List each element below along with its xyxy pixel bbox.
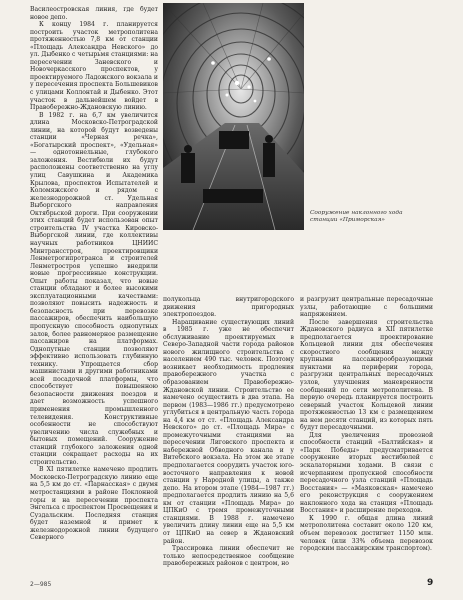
- text-column-3: [300, 296, 433, 574]
- paragraph: К 1990 г. общая длина линий метрополитена составит около 120 км, объем перевозок достигнет 1150 млн. человек (или 33% объема перевозок городским пассажирским транспортом).: [300, 514, 433, 553]
- paragraph: и разгрузит центральные пересадочные узлы, работающие с большими напряжением.: [300, 296, 433, 319]
- paragraph: Трассировка линии обеспечит не только непосредственное сообщение правобережных районов с центром, но: [163, 545, 294, 568]
- tunnel-construction-image: [163, 3, 304, 230]
- paragraph: Василеостровская линия, где будет новое депо.: [30, 6, 158, 21]
- paragraph: полукольца внутригородского движения пригородных электропоездов.: [163, 296, 294, 319]
- paragraph: К концу 1984 г. планируется построить участок метрополитена протяженностью 7,8 км от станции «Площадь Александра Невского» до ул. Дыбенко с четырьмя станциями: на пересечении Заневского и Новочеркасского проспектов, у проектируемого Ладожского вокзала и у пересечения проспекта Большевиков с улицами Коллонтай и Дыбенко. Этот участок в дальнейшем войдет в Правобережно-Ждановскую линию.: [30, 21, 158, 112]
- paragraph: Наращивание существующих линий в 1985 г. уже не обеспечит обслуживание проектируемых в Северо-Западной части города районов нового жилищного строительства с населением 490 тыс. человек. Поэтому возникает необходимость продления правобережного участка с образованием Правобережно-Ждановской линии. Строительство ее намечено осуществить в два этапа. На первом (1983—1986 гг.) предусмотрено углубиться в центральную часть города на 4,4 км от ст. «Площадь Александра Невского» до ст. «Площадь Мира» с промежуточными станциями на пересечении Лиговского проспекта и набережной Обводного канала и у Витебского вокзала. На этом же этапе предполагается соорудить участок юго-восточного направления к новой станции у Народной улицы, а также депо. На втором этапе (1984—1987 гг.) предполагается продлить линию на 5,6 км от станции «Площадь Мира» до ЦПКиО с тремя промежуточными станциями. В 1988 г. намечено увеличить длину линии еще на 5,5 км от ЦПКиО на север в Ждановский район.: [163, 318, 294, 545]
- text-column-2: [163, 296, 294, 574]
- text-column-1: [30, 6, 158, 576]
- paragraph: После завершения строительства Ждановского радиуса в XII пятилетке предполагается проектирование Кольцевой линии для обеспечения скоростного сообщения между крупными пассажирообразующими пунктами на периферии города, разгрузки центральных пересадочных узлов, улучшения маневренности сообщений по сети метрополитена. В первую очередь планируется построить северный участок Кольцевой линии протяженностью 13 км с размещением на нем десяти станций, из которых пять будут пересадочными.: [300, 318, 433, 432]
- page-number: 9: [427, 578, 434, 588]
- paragraph: Для увеличения провозной способности станций «Балтийская» и «Парк Победы» предусматривается сооружение вторых вестибюлей с эскалаторными ходами. В связи с исчерпанием пропускной способности пересадочного узла станций «Площадь Восстания» — «Маяковская» намечено его реконструкция с сооружением наклонного хода на станция «Площадь Восстания» и расширение переходов.: [300, 431, 433, 515]
- paragraph: В 1982 г. на 6,7 км увеличится длина Московско-Петроградской линии, на которой будут возведены станции «Черная речка», «Богатырский проспект», «Удельная» — однотоннельные, глубокого заложения. Вестибюли их будут расположены соответственно на углу улиц Савушкина и Академика Крылова, проспектов Испытателей и Коломяжского и рядом с железнодорожной ст. Удельная Выборгского направления Октябрьской дороги. При сооружении этих станций будет использован опыт строительства IV участка Кировско-Выборгской линии, где коллективы научных работников ЦНИИС Минтрансстроя, проектировщики Ленметрогипротранса и строителей Ленметростроя успешно внедрили новые прогрессивные конструкции. Опыт работы показал, что новые станции обладают и более высокими эксплуатационными качествами: позволяют повысить надежность и безопасность при перевозке пассажиров, обеспечить наибольшую пропускную способность однопутных залов, более равномерное размещение пассажиров на платформах. Однопутные станции позволяют эффективно использовать глубинную технику. Упрощается сбор машинистами и другими работниками всей посадочной платформы, что способствует повышенною безопасности движения поездов и дает возможность успешного применения промышленного телевидения. Конструктивные особенности не способствуют увеличению числа служебных и бытовых помещений. Сооружение станций глубокого заложения одной станции сокращает расходы на их строительство.: [30, 111, 158, 466]
- paragraph: В XI пятилетке намечено продлить Московско-Петроградскую линию еще на 5,5 км до ст. «Парнасская» с двумя метростанциями в районе Поклонной горы и на пересечении проспекта Энгельса с проспектом Просвещения и Суздальским. Последняя станция будет наземной и примет к железнодорожной линии будущего Северного: [30, 466, 158, 542]
- tunnel-photo: [163, 3, 304, 230]
- photo-caption: Сооружение наклонного хода станции «Приморская»: [310, 210, 403, 223]
- issue-number: 2—985: [30, 581, 52, 588]
